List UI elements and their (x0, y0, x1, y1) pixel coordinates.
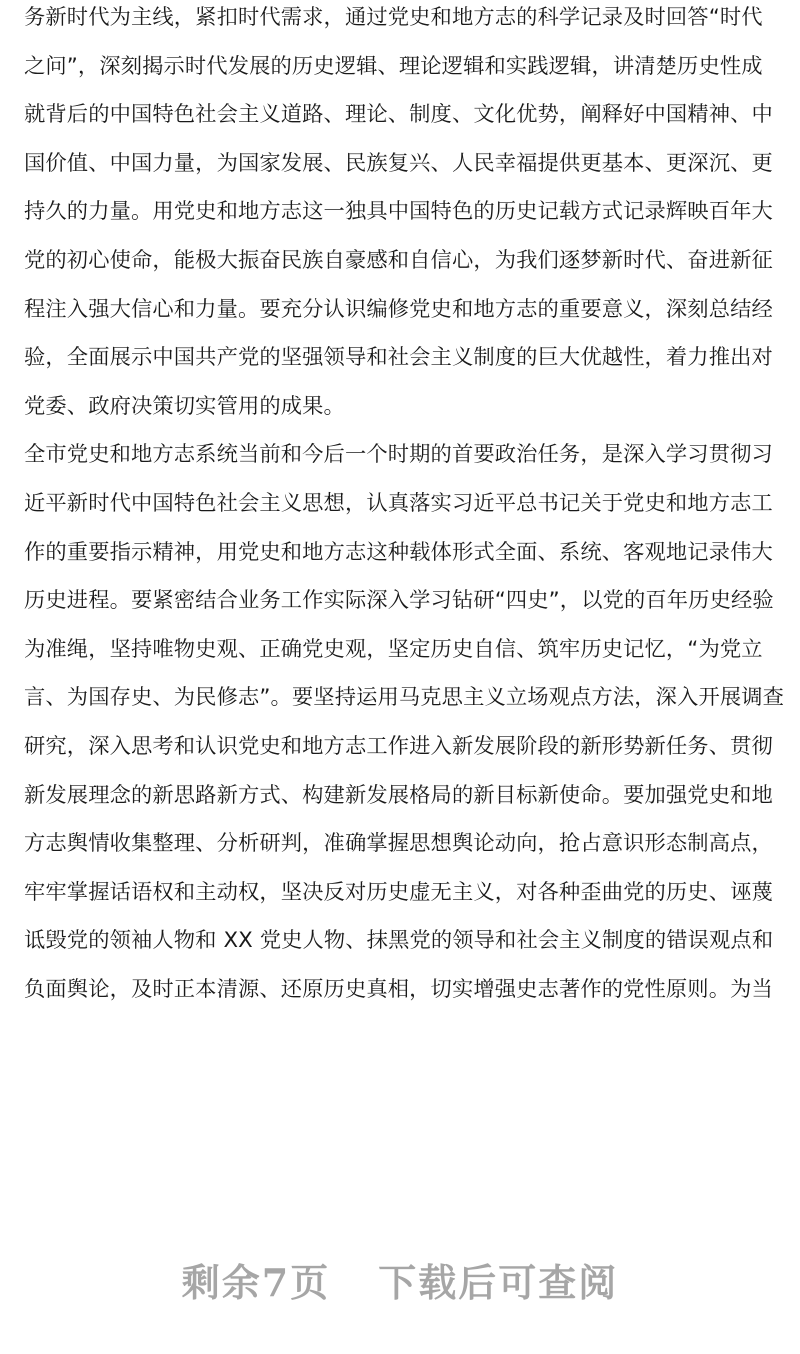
text-line: 方志舆情收集整理、分析研判，准确掌握思想舆论动向，抢占意识形态制高点， (24, 831, 773, 857)
text-line: 为准绳，坚持唯物史观、正确党史观，坚定历史自信、筑牢历史记忆，“为党立 (24, 636, 763, 662)
document-body (24, 0, 785, 1014)
text-line: 务新时代为主线，紧扣时代需求，通过党史和地方志的科学记录及时回答“时代 (24, 5, 763, 30)
download-to-view-label: 下载后可查阅 (378, 1260, 619, 1305)
text-line: 研究，深入思考和认识党史和地方志工作进入新发展阶段的新形势新任务、贯彻 (24, 733, 773, 759)
paragraph-2 (24, 431, 785, 1014)
text-line: 全市党史和地方志系统当前和今后一个时期的首要政治任务，是深入学习贯彻习 (24, 442, 773, 468)
text-line: 历史进程。要紧密结合业务工作实际深入学习钻研“四史”，以党的百年历史经验 (24, 588, 774, 614)
text-line: 之问”，深刻揭示时代发展的历史逻辑、理论逻辑和实践逻辑，讲清楚历史性成 (24, 53, 763, 79)
text-line: 党委、政府决策切实管用的成果。 (24, 393, 345, 419)
text-line: 诋毁党的领袖人物和 XX 党史人物、抹黑党的领导和社会主义制度的错误观点和 (24, 928, 774, 954)
text-line: 就背后的中国特色社会主义道路、理论、制度、文化优势，阐释好中国精神、中 (24, 102, 773, 128)
text-line: 作的重要指示精神，用党史和地方志这种载体形式全面、系统、客观地记录伟大 (24, 539, 773, 565)
text-line: 党的初心使命，能极大振奋民族自豪感和自信心，为我们逐梦新时代、奋进新征 (24, 247, 773, 273)
text-line: 程注入强大信心和力量。要充分认识编修党史和地方志的重要意义，深刻总结经 (24, 296, 773, 322)
text-line: 负面舆论，及时正本清源、还原历史真相，切实增强史志著作的党性原则。为当 (24, 976, 773, 1002)
text-line: 验，全面展示中国共产党的坚强领导和社会主义制度的巨大优越性，着力推出对 (24, 345, 773, 371)
text-line: 国价值、中国力量，为国家发展、民族复兴、人民幸福提供更基本、更深沉、更 (24, 150, 773, 176)
text-line: 言、为国存史、为民修志”。要坚持运用马克思主义立场观点方法，深入开展调查 (24, 685, 785, 711)
download-prompt-banner[interactable] (0, 1252, 800, 1307)
text-line: 牢牢掌握话语权和主动权，坚决反对历史虚无主义，对各种歪曲党的历史、诬蔑 (24, 879, 773, 905)
remaining-pages-label: 剩余7页 (181, 1260, 331, 1305)
text-line: 近平新时代中国特色社会主义思想，认真落实习近平总书记关于党史和地方志工 (24, 490, 773, 516)
text-line: 新发展理念的新思路新方式、构建新发展格局的新目标新使命。要加强党史和地 (24, 782, 773, 808)
paragraph-1 (24, 0, 778, 431)
text-line: 持久的力量。用党史和地方志这一独具中国特色的历史记载方式记录辉映百年大 (24, 199, 773, 225)
